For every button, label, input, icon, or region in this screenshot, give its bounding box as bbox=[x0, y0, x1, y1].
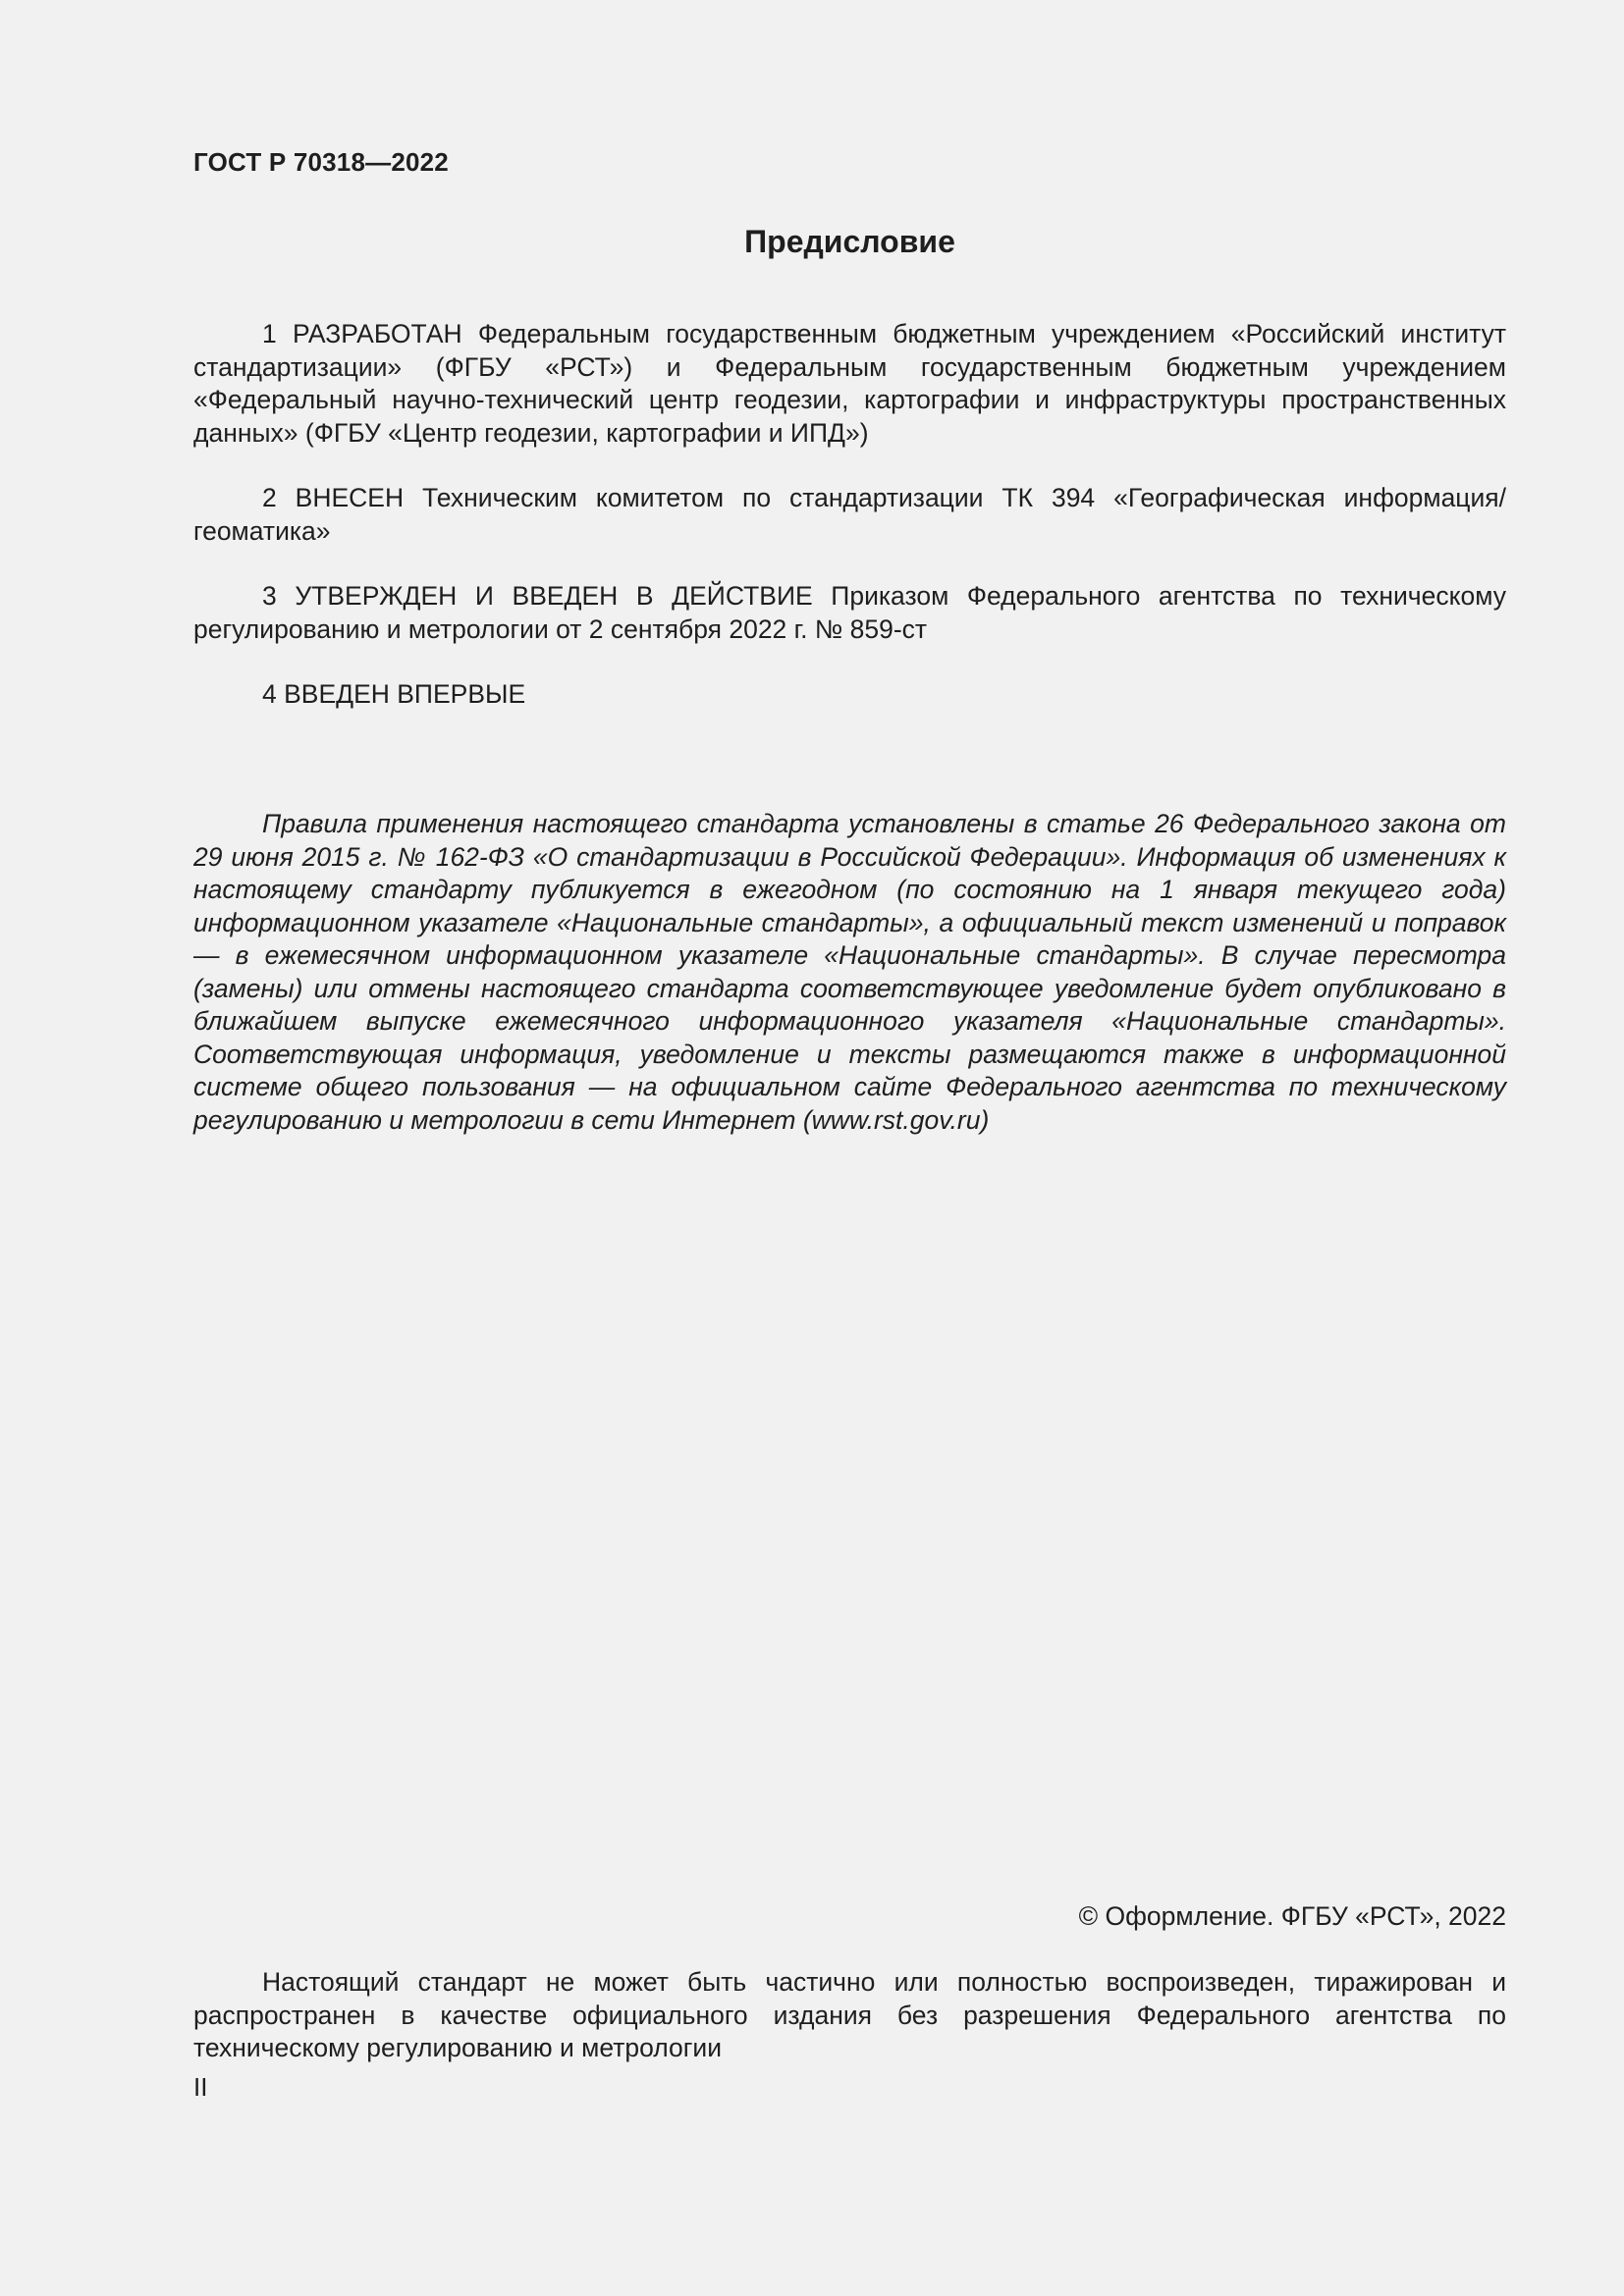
document-page bbox=[193, 0, 1506, 2296]
page-title: Предисловие bbox=[744, 224, 955, 259]
document-id: ГОСТ Р 70318—2022 bbox=[193, 147, 449, 177]
copyright-line: © Оформление. ФГБУ «РСТ», 2022 bbox=[1078, 1901, 1506, 1931]
foreword-item-developed: 1 РАЗРАБОТАН Федеральным государственным бюджетным учреждением «Российский институт стандартизации» (ФГБУ «РСТ») и Федеральным государственным бюджетным учреждением «Федеральный научно-технический центр геодезии, картографии и инфраструктуры пространственных данных» (ФГБУ «Центр геодезии, картографии и ИПД») bbox=[193, 319, 1506, 448]
page-number: II bbox=[193, 2072, 208, 2102]
application-rules-notice: Правила применения настоящего стандарта установлены в статье 26 Федерального закона от 29 июня 2015 г. № 162-ФЗ «О стандартизации в Российской Федерации». Информация об изменениях к настоящему стандарту публикуется в ежегодном (по состоянию на 1 января текущего года) информационном указателе «Национальные стандарты», а официальный текст изменений и поправок — в ежемесячном информационном указателе «Национальные стандарты». В случае пересмотра (замены) или отмены настоящего стандарта соответствующее уведомление будет опубликовано в ближайшем выпуске ежемесячного информационного указателя «Национальные стандарты». Соответствующая информация, уведомление и тексты размещаются также в информационной системе общего пользования — на официальном сайте Федерального агентства по техническому регулированию и метрологии в сети Интернет (www.rst.gov.ru) bbox=[193, 809, 1506, 1135]
foreword-item-submitted: 2 ВНЕСЕН Техническим комитетом по стандартизации ТК 394 «Географическая информация/ геоматика» bbox=[193, 483, 1506, 546]
foreword-item-introduced: 4 ВВЕДЕН ВПЕРВЫЕ bbox=[262, 679, 526, 709]
foreword-item-approved: 3 УТВЕРЖДЕН И ВВЕДЕН В ДЕЙСТВИЕ Приказом Федерального агентства по техническому регулированию и метрологии от 2 сентября 2022 г. № 859-ст bbox=[193, 581, 1506, 644]
reproduction-notice: Настоящий стандарт не может быть частично или полностью воспроизведен, тиражирован и распространен в качестве официального издания без разрешения Федерального агентства по техническому регулированию и метрологии bbox=[193, 1967, 1506, 2062]
